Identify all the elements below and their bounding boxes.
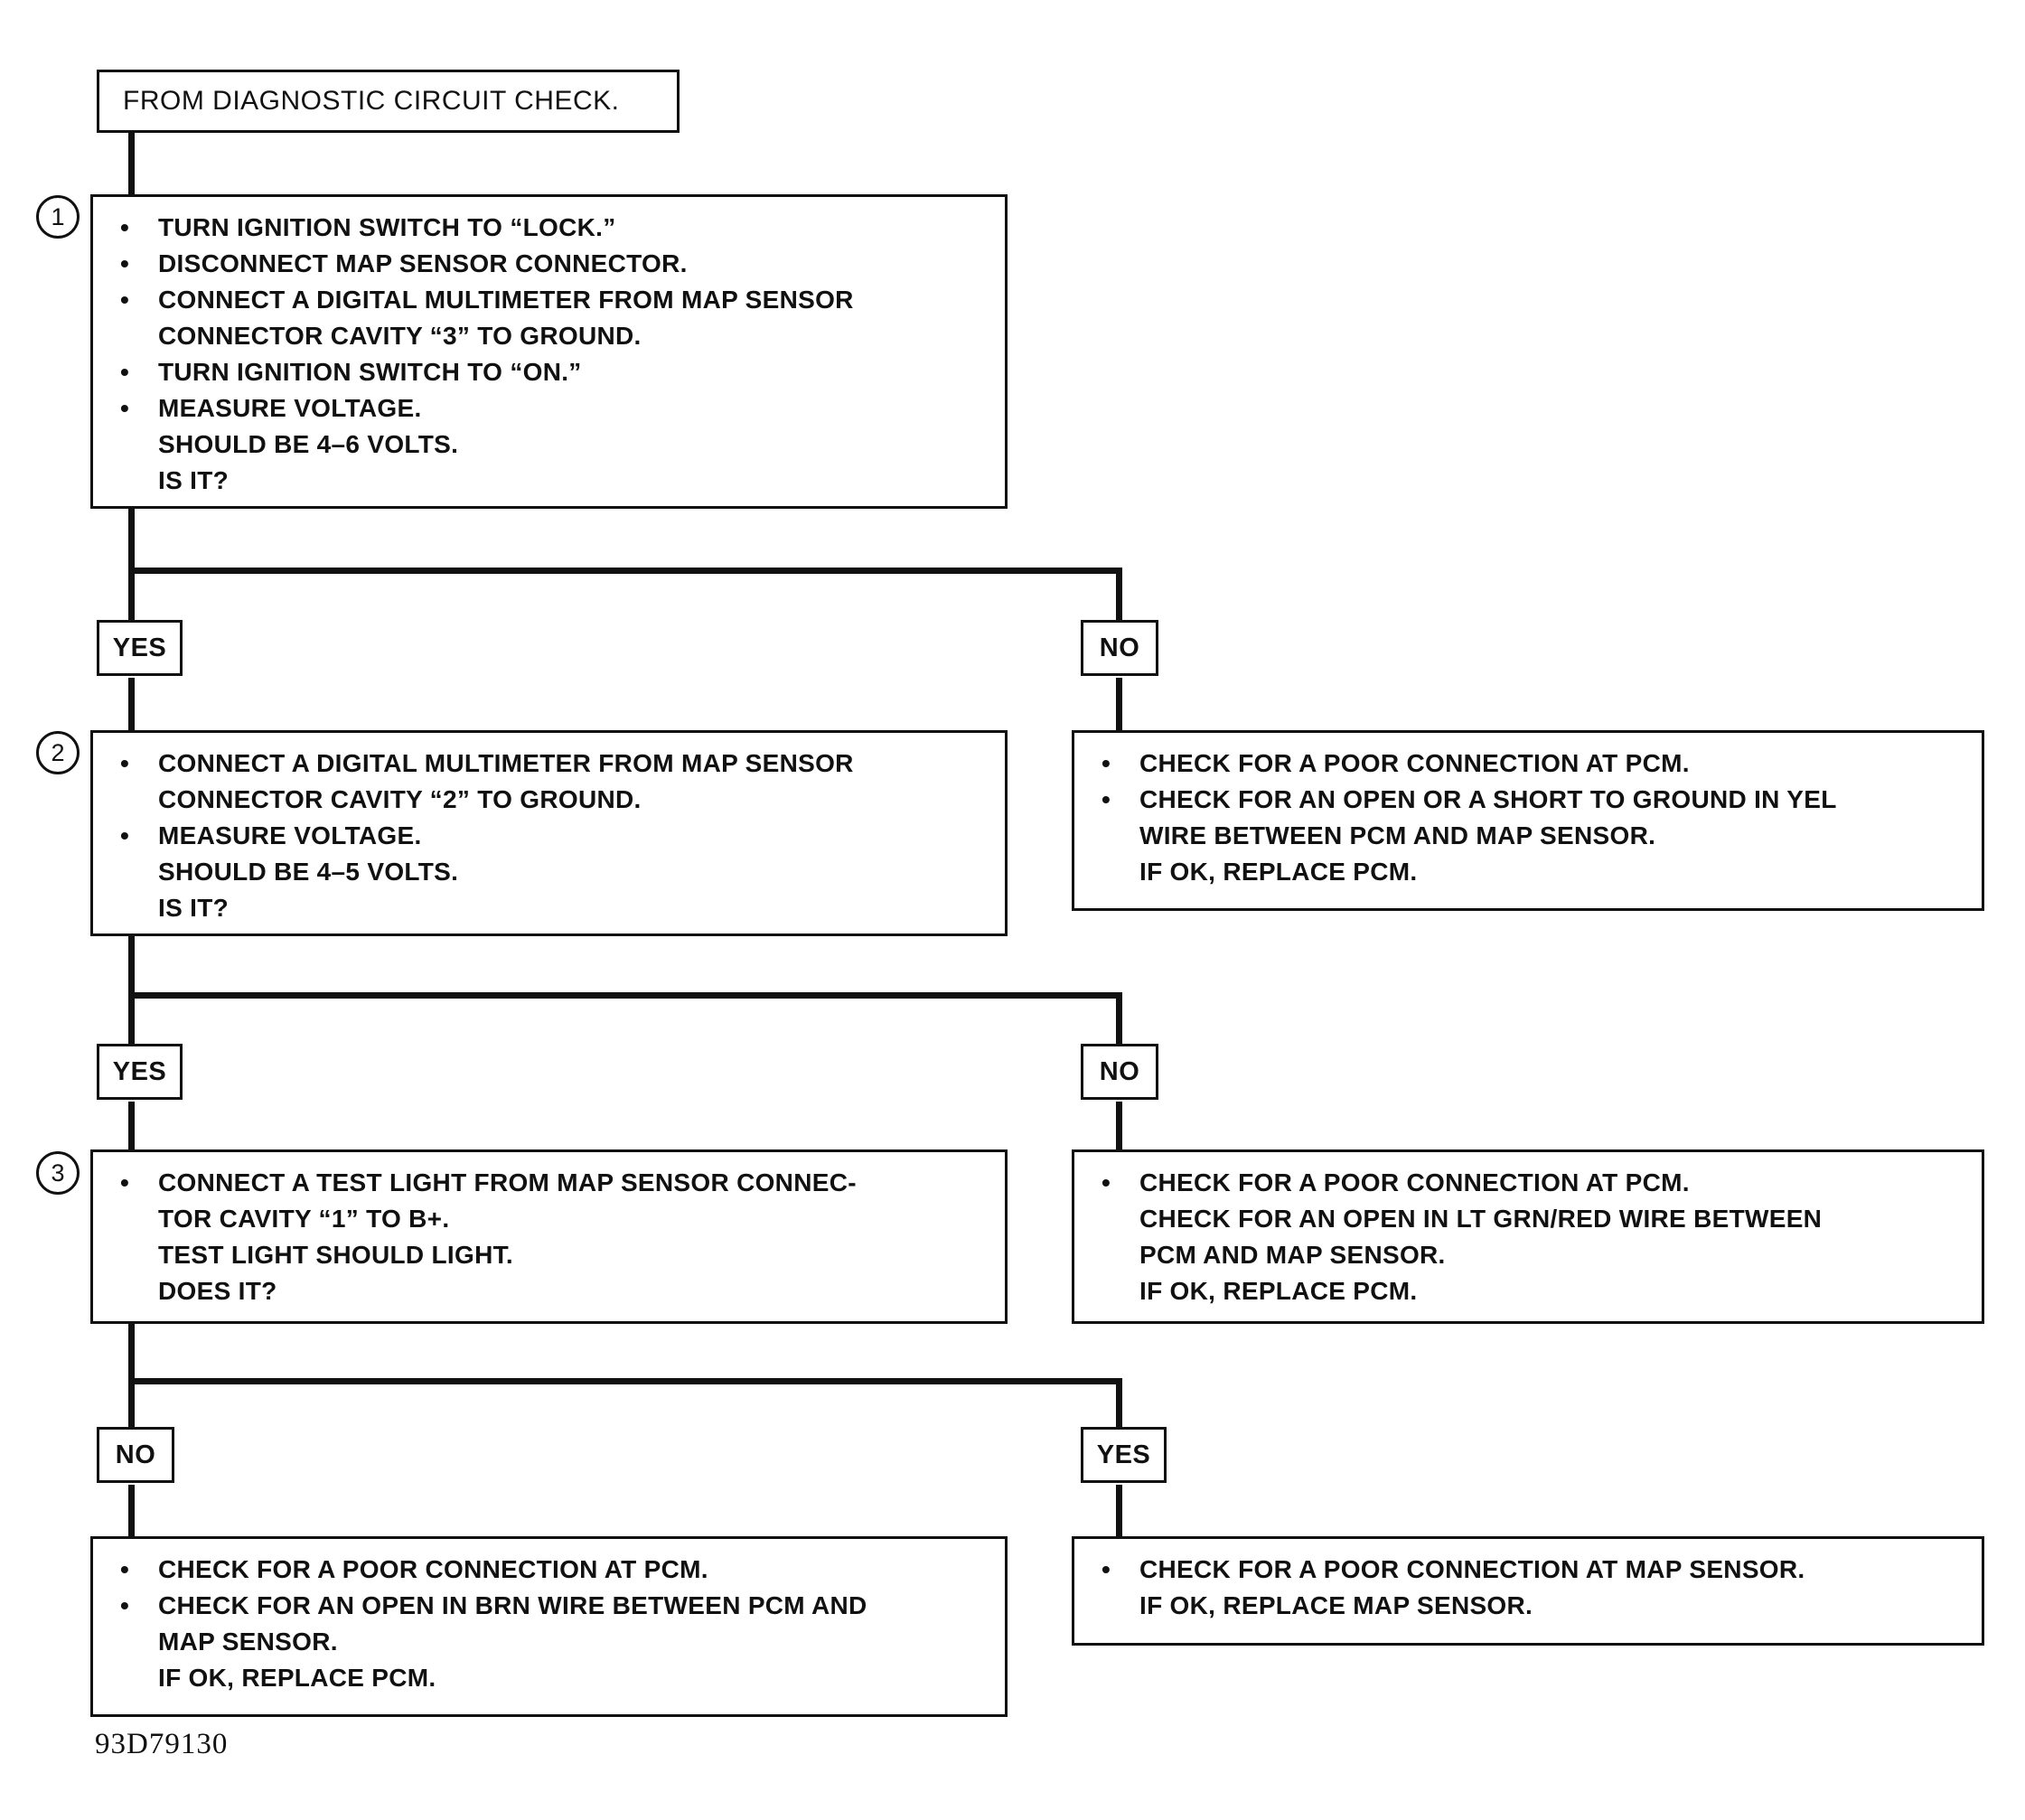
- bullet-item: [120, 746, 983, 818]
- connector-yes3-result: [1116, 1485, 1122, 1536]
- bullet-item: [1102, 1552, 1960, 1624]
- connector-branch1-right: [1116, 568, 1122, 620]
- start-node: [97, 70, 680, 133]
- bullet-icon: •: [120, 749, 129, 777]
- bullet-text: CHECK FOR A POOR CONNECTION AT PCM. CHECK FOR AN OPEN IN LT GRN/RED WIRE BETWEEN PCM AND MAP SENSOR. IF OK, REPLACE PCM.: [1139, 1168, 1823, 1305]
- bullet-item: [120, 246, 983, 282]
- connector-yes2-step3: [128, 1102, 135, 1149]
- connector-step1-down: [128, 509, 135, 620]
- bullet-item: [120, 1552, 983, 1588]
- result-no2-box: [1072, 1149, 1984, 1324]
- bullet-icon: •: [1102, 1168, 1111, 1196]
- branch1-no-label: NO: [1081, 620, 1158, 676]
- bullet-icon: •: [120, 249, 129, 277]
- step1-box: [90, 194, 1008, 509]
- bullet-item: [120, 354, 983, 390]
- bullet-text: CHECK FOR AN OPEN IN BRN WIRE BETWEEN PCM AND MAP SENSOR. IF OK, REPLACE PCM.: [158, 1591, 867, 1692]
- bullet-item: [120, 818, 983, 926]
- branch3-no-label: NO: [97, 1427, 174, 1483]
- result-yes3-box: [1072, 1536, 1984, 1646]
- bullet-icon: •: [120, 821, 129, 849]
- result-no1-box: [1072, 730, 1984, 911]
- bullet-text: TURN IGNITION SWITCH TO “LOCK.”: [158, 213, 616, 241]
- bullet-text: CHECK FOR A POOR CONNECTION AT MAP SENSOR. IF OK, REPLACE MAP SENSOR.: [1139, 1555, 1805, 1619]
- bullet-text: CHECK FOR AN OPEN OR A SHORT TO GROUND IN YEL WIRE BETWEEN PCM AND MAP SENSOR. IF OK, REPLACE PCM.: [1139, 785, 1837, 886]
- bullet-text: MEASURE VOLTAGE. SHOULD BE 4–5 VOLTS. IS IT?: [158, 821, 459, 922]
- connector-start-step1: [128, 133, 135, 194]
- connector-branch3-right: [1116, 1378, 1122, 1427]
- connector-branch2-horizontal: [128, 992, 1122, 999]
- bullet-text: CHECK FOR A POOR CONNECTION AT PCM.: [1139, 749, 1690, 777]
- bullet-icon: •: [1102, 785, 1111, 813]
- branch2-no-label: NO: [1081, 1044, 1158, 1100]
- bullet-item: [120, 390, 983, 499]
- step2-box: [90, 730, 1008, 936]
- bullet-icon: •: [120, 394, 129, 422]
- bullet-text: MEASURE VOLTAGE. SHOULD BE 4–6 VOLTS. IS IT?: [158, 394, 459, 494]
- bullet-item: [1102, 782, 1960, 890]
- bullet-icon: •: [120, 286, 129, 314]
- step3-box: [90, 1149, 1008, 1324]
- branch2-yes-label: YES: [97, 1044, 183, 1100]
- branch1-yes-label: YES: [97, 620, 183, 676]
- bullet-text: DISCONNECT MAP SENSOR CONNECTOR.: [158, 249, 688, 277]
- bullet-text: CHECK FOR A POOR CONNECTION AT PCM.: [158, 1555, 708, 1583]
- bullet-item: [120, 1588, 983, 1696]
- step-number-2: 2: [36, 731, 80, 774]
- connector-step2-down: [128, 936, 135, 1044]
- bullet-item: [1102, 1165, 1960, 1309]
- bullet-icon: •: [120, 213, 129, 241]
- connector-yes1-step2: [128, 678, 135, 730]
- connector-no1-result: [1116, 678, 1122, 730]
- bullet-text: CONNECT A TEST LIGHT FROM MAP SENSOR CONNEC- TOR CAVITY “1” TO B+. TEST LIGHT SHOULD LIGHT. DOES IT?: [158, 1168, 857, 1305]
- figure-code: 93D79130: [95, 1728, 229, 1760]
- bullet-text: CONNECT A DIGITAL MULTIMETER FROM MAP SENSOR CONNECTOR CAVITY “2” TO GROUND.: [158, 749, 854, 813]
- connector-branch3-horizontal: [128, 1378, 1122, 1384]
- step-number-3: 3: [36, 1151, 80, 1195]
- bullet-text: TURN IGNITION SWITCH TO “ON.”: [158, 358, 582, 386]
- connector-branch1-horizontal: [128, 568, 1122, 574]
- bullet-text: CONNECT A DIGITAL MULTIMETER FROM MAP SENSOR CONNECTOR CAVITY “3” TO GROUND.: [158, 286, 854, 350]
- bullet-item: [120, 1165, 983, 1309]
- connector-no2-result: [1116, 1102, 1122, 1149]
- connector-step3-down: [128, 1324, 135, 1427]
- result-no3-box: [90, 1536, 1008, 1717]
- bullet-icon: •: [120, 1555, 129, 1583]
- bullet-item: [120, 210, 983, 246]
- connector-no3-result: [128, 1485, 135, 1536]
- bullet-item: [120, 282, 983, 354]
- bullet-icon: •: [120, 358, 129, 386]
- bullet-icon: •: [120, 1168, 129, 1196]
- bullet-icon: •: [1102, 749, 1111, 777]
- connector-branch2-right: [1116, 992, 1122, 1044]
- step-number-1: 1: [36, 195, 80, 239]
- bullet-icon: •: [1102, 1555, 1111, 1583]
- bullet-icon: •: [120, 1591, 129, 1619]
- start-label: FROM DIAGNOSTIC CIRCUIT CHECK.: [123, 86, 620, 116]
- bullet-item: [1102, 746, 1960, 782]
- branch3-yes-label: YES: [1081, 1427, 1167, 1483]
